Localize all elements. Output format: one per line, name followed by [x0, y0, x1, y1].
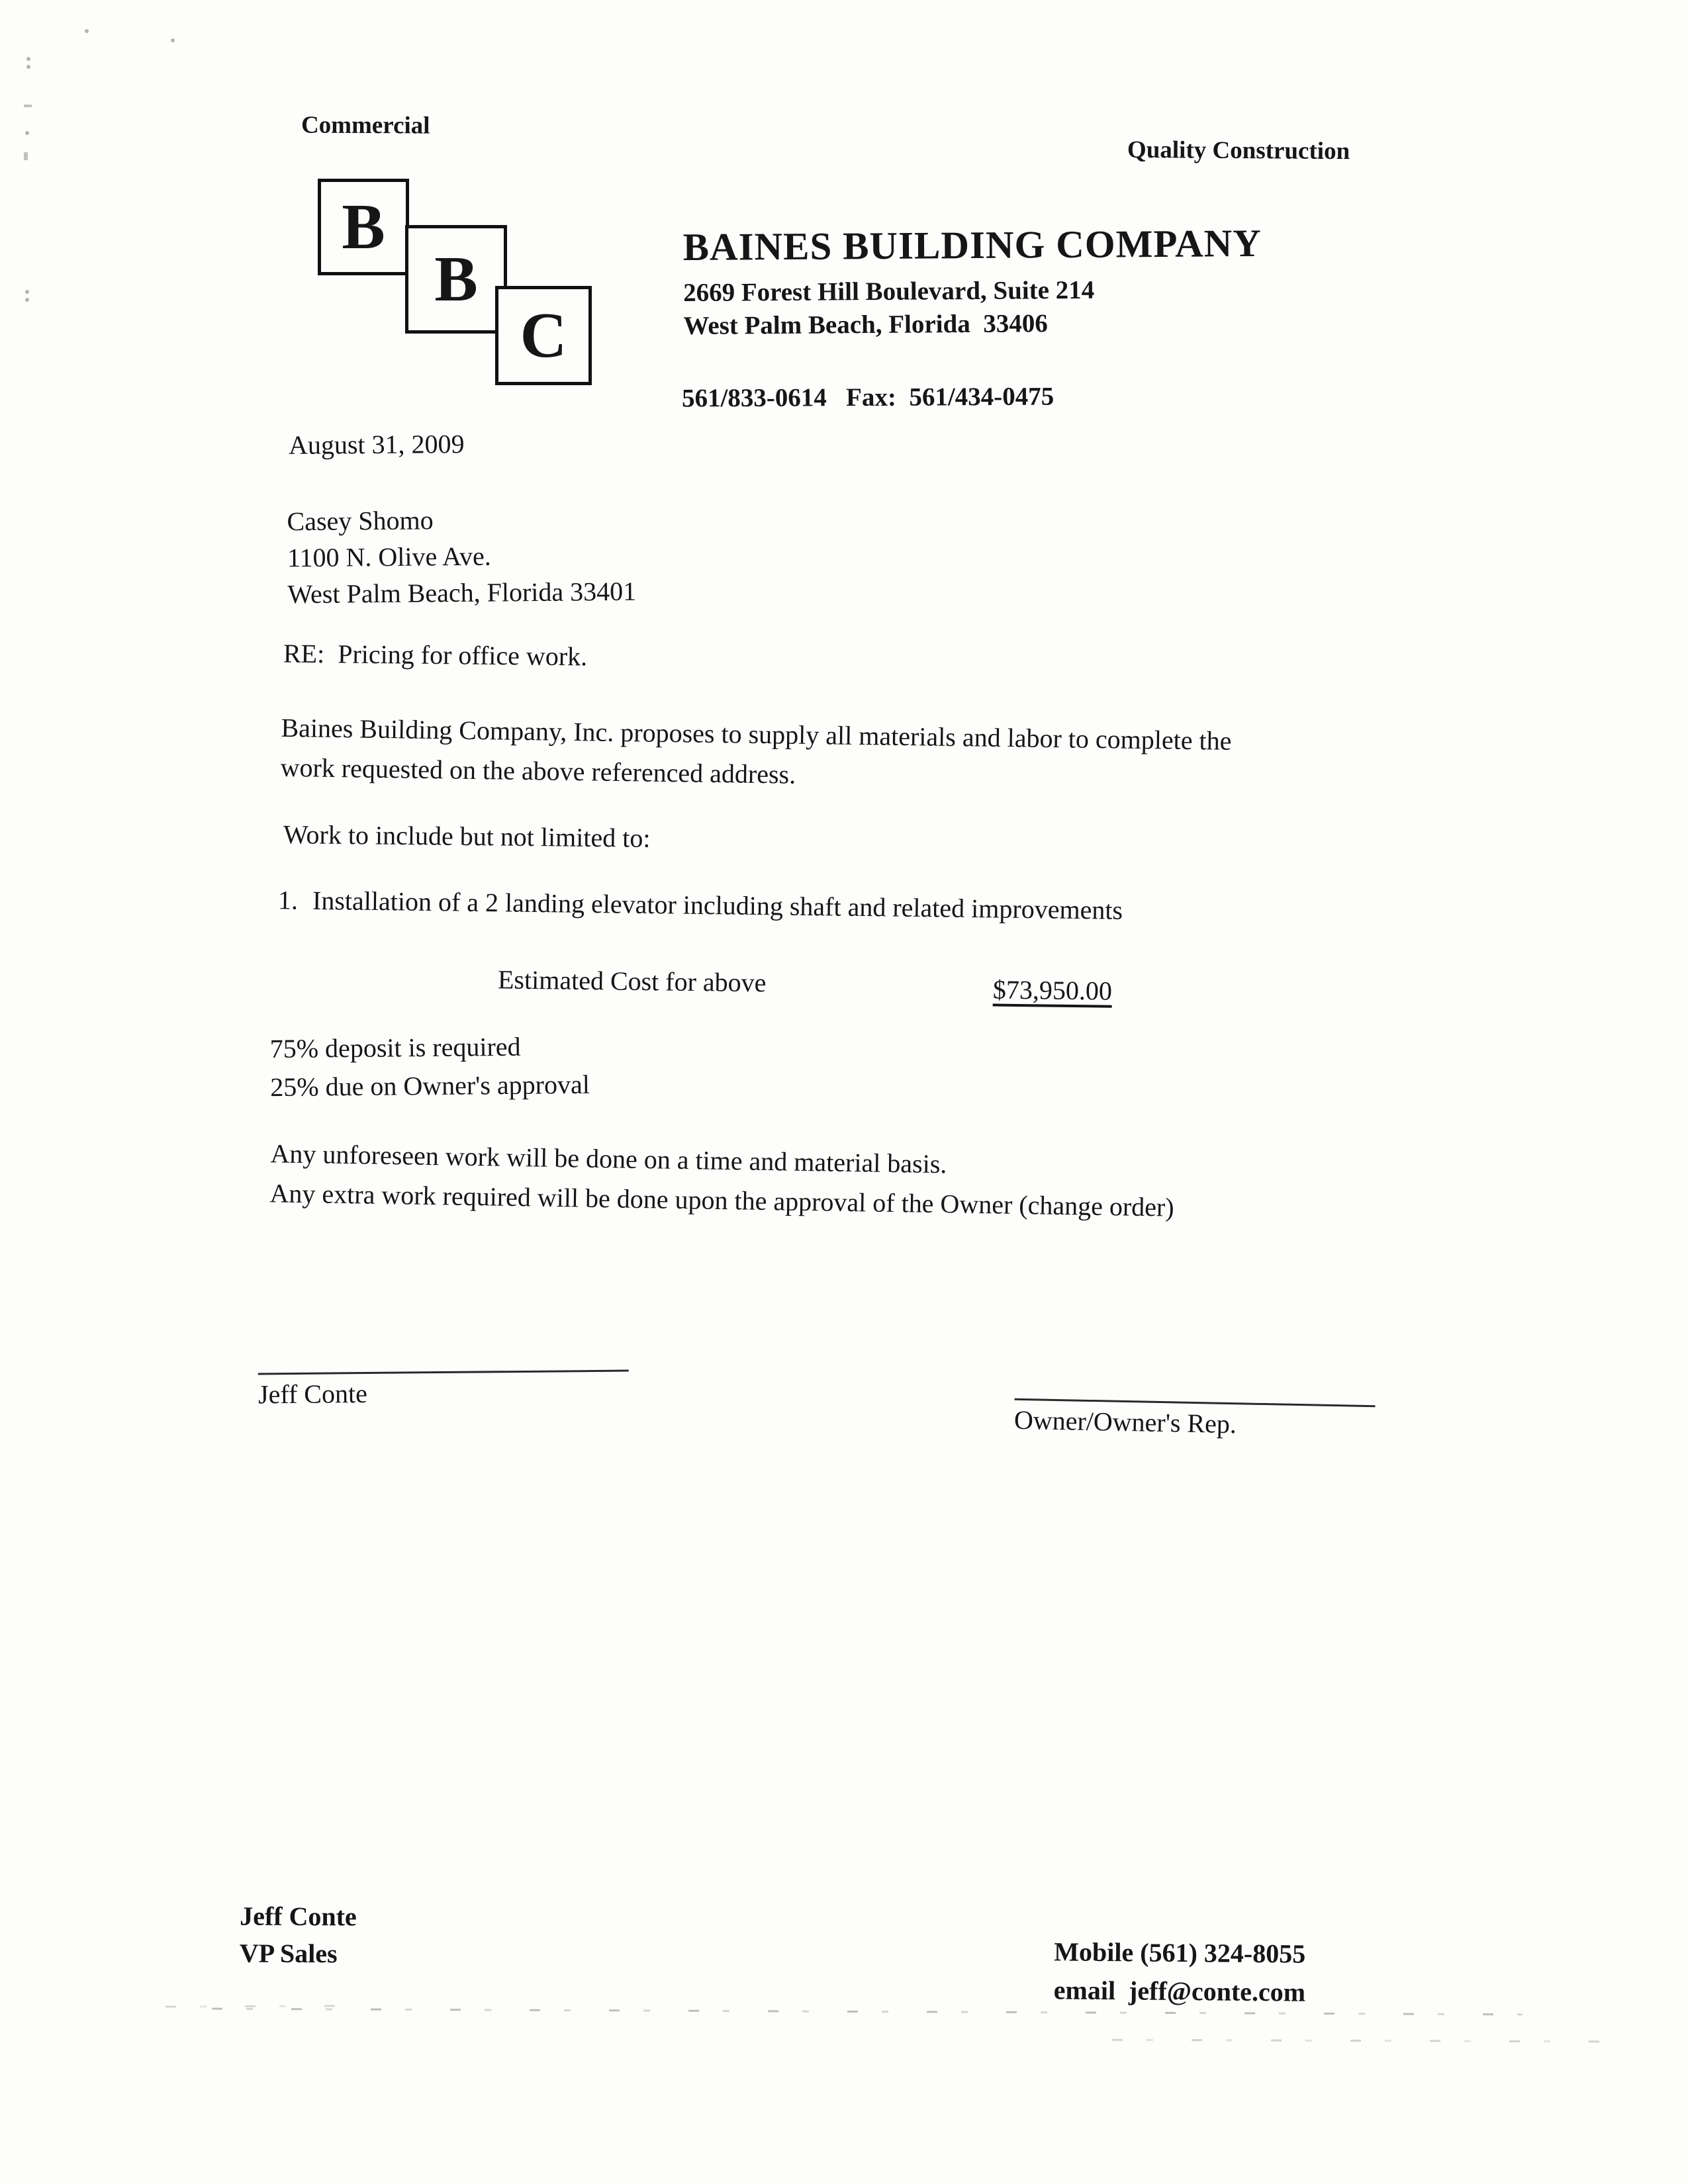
body-paragraph [280, 708, 1433, 803]
estimate-label: Estimated Cost for above [497, 964, 767, 998]
company-phone-fax: 561/833-0614 Fax: 561/434-0475 [681, 382, 1055, 413]
company-name: BAINES BUILDING COMPANY [682, 220, 1262, 269]
work-item-number: 1. [277, 885, 299, 915]
logo-letter-c: C [495, 286, 592, 385]
logo-letter-b2: B [405, 225, 507, 334]
company-address-line1: 2669 Forest Hill Boulevard, Suite 214 [682, 275, 1095, 308]
footer-contact-block [240, 1898, 357, 1973]
work-item-1 [278, 884, 1123, 926]
scan-artifact [26, 57, 30, 61]
recipient-block [287, 500, 636, 613]
condition-line-2: Any extra work required will be done upon the approval of the Owner (change order) [269, 1178, 1174, 1222]
signature-block-owner [1014, 1398, 1376, 1442]
scan-artifact-noise-line [212, 2008, 1523, 2016]
bbc-logo [318, 179, 609, 397]
scan-artifact [85, 29, 89, 33]
letter-date: August 31, 2009 [288, 429, 465, 460]
estimate-row [497, 964, 1113, 1006]
recipient-name: Casey Shomo [287, 505, 434, 537]
signature-line-contractor [258, 1370, 629, 1375]
scan-artifact [24, 152, 28, 160]
condition-line-1: Any unforeseen work will be done on a time and material basis. [270, 1138, 947, 1179]
conditions-block [269, 1134, 1175, 1227]
quality-construction-label: Quality Construction [1127, 136, 1350, 165]
signature-block-contractor [258, 1370, 629, 1410]
footer-email: email jeff@conte.com [1053, 1975, 1306, 2007]
footer-name: Jeff Conte [240, 1901, 357, 1932]
commercial-label: Commercial [301, 111, 430, 140]
scan-artifact [25, 290, 29, 294]
deposit-term: 75% deposit is required [269, 1031, 521, 1064]
payment-terms [270, 1027, 590, 1107]
recipient-address-line2: West Palm Beach, Florida 33401 [287, 576, 637, 610]
scan-artifact [171, 38, 175, 42]
signature-name-contractor: Jeff Conte [258, 1379, 368, 1410]
scan-artifact [25, 131, 29, 135]
body-line-2: work requested on the above referenced address. [280, 752, 796, 790]
body-line-1: Baines Building Company, Inc. proposes to supply all materials and labor to complete the [281, 712, 1232, 756]
estimate-amount: $73,950.00 [992, 974, 1113, 1006]
company-address-line2: West Palm Beach, Florida 33406 [683, 309, 1048, 341]
re-subject-line: RE: Pricing for office work. [283, 638, 588, 672]
logo-letter-b1: B [318, 179, 409, 275]
signature-label-owner: Owner/Owner's Rep. [1013, 1404, 1237, 1439]
company-header [682, 220, 1262, 343]
footer-title: VP Sales [239, 1938, 338, 1969]
work-item-text: Installation of a 2 landing elevator including shaft and related improvements [312, 885, 1123, 925]
scope-intro: Work to include but not limited to: [283, 819, 651, 853]
scan-artifact-noise-line [1112, 2039, 1602, 2043]
footer-mobile: Mobile (561) 324-8055 [1054, 1936, 1306, 1969]
scan-artifact [26, 65, 30, 69]
balance-term: 25% due on Owner's approval [270, 1069, 590, 1103]
scan-artifact [25, 298, 29, 302]
footer-phone-email-block [1054, 1933, 1306, 2011]
scan-artifact [24, 105, 32, 107]
recipient-address-line1: 1100 N. Olive Ave. [287, 541, 491, 573]
